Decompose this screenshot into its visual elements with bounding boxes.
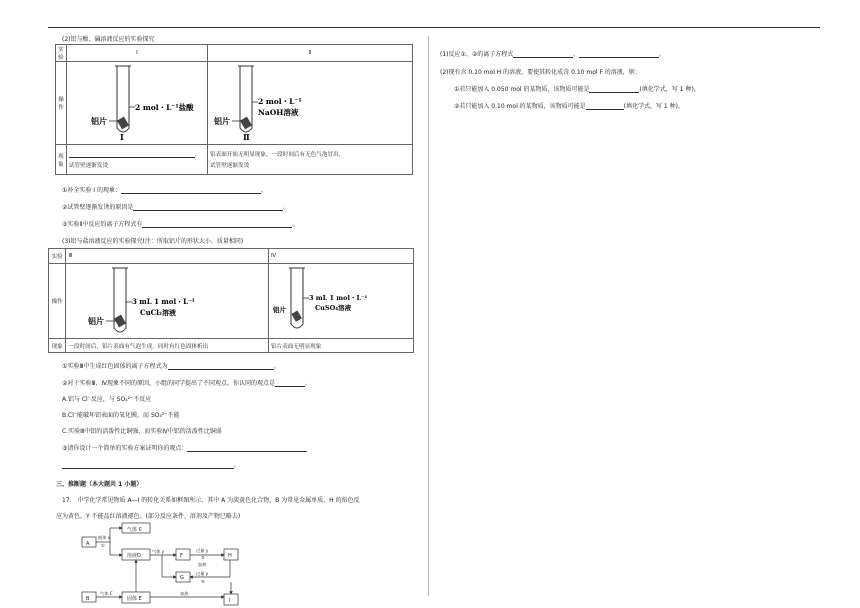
question-3-2: ②对于实验Ⅲ、Ⅳ现象不同的原因，小组的同学提出了不同观点。你认同的观点是 。 — [62, 380, 312, 387]
label-step2: ② — [201, 555, 205, 560]
col-header-3: Ⅲ — [66, 249, 269, 264]
option-b: B.Cl⁻能破坏铝表面的氧化膜，而 SO₄²⁻不能 — [62, 412, 180, 419]
problem17-line1: 17. 中学化学常见物质 A—I 的转化关系如框图所示，其中 A 为淡黄色化合物，B 为常见金属单质，H 的焰色反 — [62, 497, 360, 504]
tube1-mark: I — [119, 132, 124, 142]
label-gas-y: 气体 y — [152, 549, 165, 554]
answer-blank[interactable] — [62, 463, 234, 469]
tube4-reagent-line2: CuSO₄溶液 — [315, 304, 352, 312]
section3-title: (3)铝与盐溶液反应的实验探究(注：所取铝片的形状大小、质量相同) — [62, 238, 244, 245]
label-heat: 加热 — [198, 562, 207, 567]
label-step3: ③ — [201, 579, 205, 584]
answer-blank[interactable] — [275, 381, 305, 387]
label-liquid-x: 液体 x — [98, 535, 111, 540]
right-q2-1: ①若只能加入 0.050 mol 的某物质，该物质可能是 (填化学式，写 1 种)。 — [454, 86, 700, 93]
phenomenon-1-line2: 试管壁逐渐发烫 — [68, 163, 109, 169]
right-q2-2: ②若只能加入 0.10 mol 的某物质，该物质可能是 (填化学式，写 1 种)。 — [454, 103, 684, 110]
transformation-diagram — [70, 520, 250, 608]
phenomenon-2-line2: 试管壁逐渐发烫 — [210, 163, 250, 169]
row-label-operation: 操作 — [56, 62, 67, 145]
test-tube-icon — [289, 268, 305, 328]
row-label-operation: 操作 — [49, 264, 66, 339]
page-top-rule — [48, 27, 820, 28]
test-tube-icon — [115, 66, 131, 132]
part3-title: 三、推断题（本大题共 1 小题） — [56, 481, 143, 488]
tube3-reagent-line2: CuCl₂溶液 — [140, 308, 177, 317]
tube4-metal: 铝片 — [273, 306, 286, 314]
tube2-reagent-line1: 2 mol・L⁻¹ — [258, 97, 302, 106]
test-tube-4-figure — [271, 264, 411, 336]
phenomenon-cell-2 — [208, 145, 413, 175]
answer-blank[interactable] — [168, 364, 274, 370]
question-2-2: ②试管壁逐渐发烫的原因是 。 — [62, 204, 290, 211]
test-tube-icon — [238, 66, 254, 132]
test-tube-2-figure — [210, 62, 410, 142]
node-H: H — [228, 553, 232, 559]
tube2-mark: Ⅱ — [243, 132, 250, 142]
right-q2: (2)现有含 0.10 mol H 的溶液，要使其转化成含 0.10 mol F 的溶液，则： — [440, 69, 641, 76]
col-header-4: Ⅳ — [269, 249, 414, 264]
tube1-reagent: 2 mol・L⁻¹盐酸 — [134, 103, 194, 112]
experiment-table-2 — [48, 248, 414, 353]
answer-blank[interactable] — [579, 52, 659, 58]
tube-cell-2 — [208, 62, 413, 145]
tube2-reagent-line2: NaOH溶液 — [258, 108, 299, 117]
question-3-3-continuation: 。 — [62, 460, 240, 469]
box-F — [176, 549, 190, 560]
node-C: 气体 C — [127, 527, 143, 533]
label-gas-c: 气体 C — [100, 591, 113, 596]
phenomenon-3: 一段时间后，铝片表面有气泡生成，同时有红色固体析出 — [66, 339, 269, 353]
label-heat2: 加热 — [180, 591, 189, 596]
answer-blank[interactable] — [513, 52, 573, 58]
tube1-metal: 铝片 — [90, 116, 107, 126]
row-label-phenomenon: 现象 — [49, 339, 66, 353]
question-3-1: ①实验Ⅲ中生成红色固体的离子方程式为 。 — [62, 363, 280, 370]
node-G: G — [180, 575, 184, 581]
tube3-reagent-line1: 3 mL 1 mol・L⁻¹ — [132, 297, 196, 306]
answer-blank[interactable] — [133, 205, 283, 211]
node-D: 溶液D — [127, 553, 141, 559]
answer-blank[interactable] — [142, 222, 292, 228]
option-a: A.铝与 Cl⁻反应，与 SO₄²⁻不反应 — [62, 396, 152, 403]
node-A: A — [86, 541, 90, 547]
answer-blank[interactable] — [187, 446, 307, 452]
col-header-2: Ⅱ — [208, 45, 413, 62]
node-I: I — [229, 598, 231, 604]
question-3-3: ③请你设计一个简单的实验方案证明你的观点： — [62, 443, 307, 452]
section2-title: (2)铝与酸、碱溶液反应的实验探究 — [62, 36, 155, 43]
test-tube-3-figure — [68, 264, 264, 336]
problem17-line2: 应为黄色，Y 不能品红溶液褪色。(部分反应条件、溶剂及产物已略去) — [56, 513, 241, 520]
test-tube-1-figure — [69, 62, 205, 142]
label-excess-y: 过量 y — [196, 548, 209, 553]
question-2-3: ③实验Ⅱ中反应的离子方程式有 。 — [62, 221, 299, 228]
column-divider — [428, 36, 429, 596]
node-B: B — [86, 596, 90, 602]
row-label-experiment: 实验 — [56, 45, 67, 62]
tube2-metal: 铝片 — [214, 116, 230, 126]
phenomenon-4: 铝片表面无明显现象 — [269, 339, 414, 353]
experiment-table-1 — [55, 44, 413, 175]
tube4-reagent-line1: 3 mL 1 mol・L⁻¹ — [309, 294, 368, 302]
label-step1: ① — [101, 543, 105, 548]
tube-cell-3 — [66, 264, 269, 339]
col-header-1: I — [66, 45, 207, 62]
answer-blank[interactable] — [589, 87, 639, 93]
node-F: F — [180, 553, 183, 559]
row-label-phenomenon: 现象 — [56, 145, 67, 175]
row-label-experiment: 实验 — [49, 249, 66, 264]
label-excess-y2: 过量 y — [196, 571, 209, 576]
phenomenon-2-line1: 铝表面开始无明显现象，一段时间后有无色气泡冒出， — [210, 152, 345, 158]
tube-cell-4 — [269, 264, 414, 339]
box-I — [224, 594, 238, 605]
option-c: C.实验Ⅲ中铝的活泼性比铜强，而实验Ⅳ中铝的活泼性比铜弱 — [62, 428, 222, 435]
phenomenon-cell-1: ， 试管壁逐渐发烫 — [66, 145, 207, 175]
answer-blank[interactable] — [69, 152, 195, 158]
node-E: 固体 E — [127, 596, 142, 602]
tube-cell-1 — [66, 62, 207, 145]
tube3-metal: 铝片 — [88, 316, 105, 326]
test-tube-icon — [112, 268, 128, 332]
right-q1: (1)反应①、②的离子方程式 、 。 — [440, 51, 666, 58]
question-2-1: ①补全实验 I 的现象： 。 — [62, 187, 267, 194]
answer-blank[interactable] — [121, 188, 261, 194]
answer-blank[interactable] — [586, 104, 624, 110]
